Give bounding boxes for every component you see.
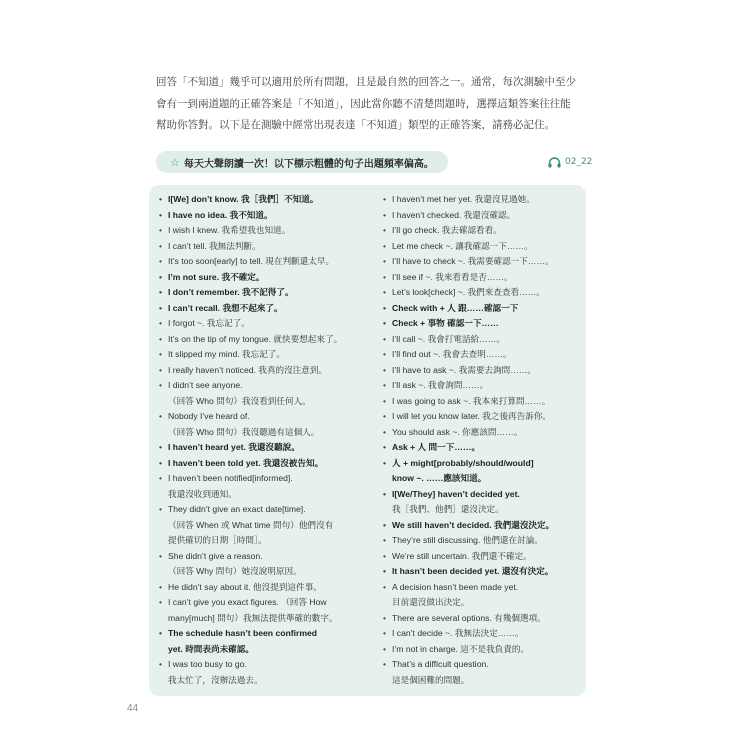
- phrase-text: many[much] 問句）我無法提供準確的數字。: [168, 612, 338, 623]
- phrase-column-left: [159, 192, 374, 688]
- bullet-icon: •: [159, 240, 163, 251]
- phrase-line: [383, 580, 598, 596]
- phrase-text: Let’s look[check] ~. 我們來查查看……。: [392, 287, 545, 297]
- phrase-line: [159, 285, 374, 301]
- phrase-line: [159, 518, 374, 534]
- phrase-text: He didn’t say about it. 他沒提到這件事。: [168, 581, 322, 592]
- phrase-text: Let me check ~. 讓我確認一下……。: [392, 240, 533, 251]
- phrase-card: [149, 185, 586, 696]
- phrase-line: [383, 564, 598, 580]
- phrase-text: The schedule hasn’t been confirmed: [168, 628, 317, 638]
- phrase-line: [159, 642, 374, 658]
- phrase-text: It hasn’t been decided yet. 還沒有決定。: [392, 566, 554, 576]
- bullet-icon: •: [159, 550, 163, 561]
- phrase-line: [159, 440, 374, 456]
- phrase-text: I was going to ask ~. 我本來打算問……。: [392, 395, 551, 406]
- phrase-text: I can’t recall. 我想不起來了。: [168, 302, 283, 313]
- bullet-icon: •: [383, 318, 387, 328]
- phrase-line: [383, 270, 598, 286]
- phrase-text: I haven’t been notified[informed].: [168, 473, 293, 483]
- bullet-icon: •: [383, 364, 387, 375]
- phrase-text: I forgot ~. 我忘記了。: [168, 318, 250, 328]
- phrase-line: [159, 394, 374, 410]
- phrase-text: 提供確切的日期［時間］。: [168, 535, 267, 545]
- phrase-line: [159, 239, 374, 255]
- phrase-line: [383, 657, 598, 673]
- phrase-line: [159, 673, 374, 689]
- phrase-line: [383, 239, 598, 255]
- track-number: 02_22: [565, 157, 593, 167]
- phrase-text: I’ll find out ~. 我會去查明……。: [392, 349, 512, 359]
- phrase-text: We still haven’t decided. 我們還沒決定。: [392, 519, 555, 530]
- bullet-icon: •: [383, 643, 387, 654]
- phrase-text: We’re still uncertain. 我們還不確定。: [392, 550, 532, 561]
- phrase-text: That’s a difficult question.: [392, 659, 489, 669]
- bullet-icon: •: [383, 535, 387, 545]
- phrase-line: [383, 425, 598, 441]
- intro-line: 回答「不知道」幾乎可以適用於所有問題，且是最自然的回答之一。通常，每次測驗中至少: [156, 76, 576, 88]
- phrase-line: [159, 347, 374, 363]
- phrase-line: [159, 487, 374, 503]
- bullet-icon: •: [159, 597, 163, 607]
- phrase-text: A decision hasn’t been made yet.: [392, 581, 519, 592]
- phrase-line: [159, 301, 374, 317]
- bullet-icon: •: [159, 659, 163, 669]
- bullet-icon: •: [159, 209, 163, 220]
- phrase-text: I’ll have to check ~. 我需要確認一下……。: [392, 256, 554, 266]
- bullet-icon: •: [383, 256, 387, 266]
- phrase-text: They’re still discussing. 他們還在討論。: [392, 535, 543, 545]
- bullet-icon: •: [159, 364, 163, 375]
- bullet-icon: •: [159, 256, 163, 266]
- phrase-text: I haven’t met her yet. 我還沒見過她。: [392, 194, 535, 204]
- phrase-line: [159, 626, 374, 642]
- phrase-line: [383, 378, 598, 394]
- bullet-icon: •: [159, 302, 163, 313]
- intro-line: 幫助你答對。以下是在測驗中經常出現表達「不知道」類型的正確答案，請務必記住。: [156, 119, 555, 131]
- phrase-line: [159, 564, 374, 580]
- bullet-icon: •: [383, 194, 387, 204]
- phrase-text: You should ask ~. 你應該問……。: [392, 426, 523, 437]
- phrase-text: I can’t give you exact figures. （回答 How: [168, 597, 327, 607]
- bullet-icon: •: [383, 457, 387, 468]
- phrase-line: [159, 611, 374, 627]
- bullet-icon: •: [383, 209, 387, 220]
- phrase-text: I don’t remember. 我不記得了。: [168, 287, 294, 297]
- bullet-icon: •: [383, 488, 387, 499]
- phrase-line: [159, 332, 374, 348]
- instruction-banner: [156, 151, 448, 173]
- phrase-text: 這是個困難的問題。: [392, 674, 470, 685]
- phrase-line: [159, 502, 374, 518]
- phrase-line: [383, 394, 598, 410]
- phrase-text: （回答 When 或 What time 問句）他們沒有: [168, 519, 334, 530]
- phrase-text: I’m not sure. 我不確定。: [168, 271, 265, 282]
- phrase-line: [159, 316, 374, 332]
- phrase-text: I really haven’t noticed. 我真的沒注意到。: [168, 364, 328, 375]
- bullet-icon: •: [383, 581, 387, 592]
- phrase-text: Check + 事物 確認一下……: [392, 318, 499, 328]
- phrase-line: [383, 549, 598, 565]
- phrase-line: [383, 192, 598, 208]
- phrase-text: I was too busy to go.: [168, 659, 247, 669]
- bullet-icon: •: [159, 581, 163, 592]
- bullet-icon: •: [159, 457, 163, 468]
- audio-track: [548, 154, 592, 170]
- phrase-text: I’ll see if ~. 我來看看是否……。: [392, 271, 513, 282]
- phrase-text: （回答 Who 問句）我沒看到任何人。: [168, 395, 311, 406]
- bullet-icon: •: [159, 349, 163, 359]
- intro-paragraph: [156, 72, 606, 137]
- bullet-icon: •: [383, 442, 387, 452]
- bullet-icon: •: [383, 395, 387, 406]
- phrase-text: Nobody I’ve heard of.: [168, 411, 250, 421]
- phrase-text: yet. 時間表尚未確認。: [168, 643, 254, 654]
- bullet-icon: •: [159, 628, 163, 638]
- phrase-line: [383, 673, 598, 689]
- phrase-text: I didn’t see anyone.: [168, 380, 243, 390]
- bullet-icon: •: [159, 318, 163, 328]
- phrase-text: I wish I knew. 我希望我也知道。: [168, 225, 291, 235]
- bullet-icon: •: [383, 519, 387, 530]
- bullet-icon: •: [383, 550, 387, 561]
- phrase-line: [159, 192, 374, 208]
- phrase-line: [383, 502, 598, 518]
- bullet-icon: •: [159, 194, 163, 204]
- phrase-line: [159, 595, 374, 611]
- phrase-line: [383, 471, 598, 487]
- bullet-icon: •: [383, 426, 387, 437]
- phrase-line: [383, 642, 598, 658]
- phrase-text: I’ll call ~. 我會打電話給……。: [392, 333, 505, 344]
- phrase-text: They didn’t give an exact date[time].: [168, 504, 306, 514]
- bullet-icon: •: [383, 240, 387, 251]
- phrase-line: [383, 409, 598, 425]
- phrase-line: [383, 208, 598, 224]
- phrase-text: I haven’t checked. 我還沒確認。: [392, 209, 516, 220]
- phrase-text: I have no idea. 我不知道。: [168, 209, 273, 220]
- phrase-text: It slipped my mind. 我忘記了。: [168, 349, 285, 359]
- phrase-text: I[We/They] haven’t decided yet.: [392, 488, 520, 499]
- headphones-icon: [548, 157, 561, 168]
- phrase-text: It’s on the tip of my tongue. 就快要想起來了。: [168, 333, 343, 344]
- phrase-text: She didn’t give a reason.: [168, 550, 263, 561]
- phrase-line: [383, 440, 598, 456]
- phrase-text: know ~. ……應該知道。: [392, 473, 487, 483]
- phrase-line: [383, 363, 598, 379]
- bullet-icon: •: [159, 473, 163, 483]
- bullet-icon: •: [159, 271, 163, 282]
- phrase-line: [383, 533, 598, 549]
- phrase-line: [383, 456, 598, 472]
- phrase-text: I can’t decide ~. 我無法決定……。: [392, 628, 524, 638]
- phrase-text: It’s too soon[early] to tell. 現在判斷還太早。: [168, 256, 335, 266]
- phrase-line: [159, 363, 374, 379]
- phrase-line: [383, 626, 598, 642]
- bullet-icon: •: [383, 380, 387, 390]
- phrase-line: [159, 378, 374, 394]
- phrase-line: [159, 580, 374, 596]
- bullet-icon: •: [159, 504, 163, 514]
- phrase-line: [159, 471, 374, 487]
- phrase-line: [383, 254, 598, 270]
- phrase-text: （回答 Who 問句）我沒聽過有這個人。: [168, 426, 320, 437]
- phrase-text: Check with + 人 跟……確認一下: [392, 302, 519, 313]
- phrase-text: Ask + 人 問一下……。: [392, 442, 481, 452]
- phrase-text: I’ll have to ask ~. 我需要去詢問……。: [392, 364, 536, 375]
- phrase-text: There are several options. 有幾個選項。: [392, 612, 546, 623]
- page-number: 44: [127, 703, 139, 714]
- phrase-line: [383, 301, 598, 317]
- phrase-line: [383, 487, 598, 503]
- phrase-line: [159, 533, 374, 549]
- bullet-icon: •: [159, 225, 163, 235]
- phrase-line: [383, 611, 598, 627]
- bullet-icon: •: [383, 225, 387, 235]
- bullet-icon: •: [383, 628, 387, 638]
- phrase-line: [159, 425, 374, 441]
- phrase-line: [383, 332, 598, 348]
- bullet-icon: •: [383, 302, 387, 313]
- phrase-line: [383, 518, 598, 534]
- bullet-icon: •: [383, 659, 387, 669]
- phrase-line: [159, 409, 374, 425]
- bullet-icon: •: [383, 411, 387, 421]
- phrase-text: 我還沒收到通知。: [168, 488, 237, 499]
- phrase-text: I’ll go check. 我去確認看看。: [392, 225, 502, 235]
- phrase-line: [159, 223, 374, 239]
- phrase-text: I’ll ask ~. 我會詢問……。: [392, 380, 489, 390]
- bullet-icon: •: [159, 333, 163, 344]
- phrase-text: I haven’t been told yet. 我還沒被告知。: [168, 457, 324, 468]
- bullet-icon: •: [383, 287, 387, 297]
- phrase-line: [159, 456, 374, 472]
- phrase-line: [159, 208, 374, 224]
- phrase-line: [383, 347, 598, 363]
- phrase-line: [383, 595, 598, 611]
- bullet-icon: •: [383, 271, 387, 282]
- phrase-line: [383, 285, 598, 301]
- phrase-text: I haven’t heard yet. 我還沒聽說。: [168, 442, 300, 452]
- phrase-text: I will let you know later. 我之後再告訴你。: [392, 411, 552, 421]
- bullet-icon: •: [383, 612, 387, 623]
- phrase-text: I can’t tell. 我無法判斷。: [168, 240, 261, 251]
- star-icon: ☆: [170, 155, 180, 169]
- phrase-column-right: [383, 192, 598, 688]
- phrase-line: [159, 270, 374, 286]
- bullet-icon: •: [383, 566, 387, 576]
- phrase-text: （回答 Why 問句）她沒說明原因。: [168, 566, 302, 576]
- bullet-icon: •: [159, 287, 163, 297]
- bullet-icon: •: [159, 442, 163, 452]
- bullet-icon: •: [159, 380, 163, 390]
- phrase-line: [383, 316, 598, 332]
- phrase-line: [383, 223, 598, 239]
- phrase-text: I[We] don’t know. 我［我們］不知道。: [168, 194, 319, 204]
- phrase-line: [159, 657, 374, 673]
- phrase-line: [159, 254, 374, 270]
- bullet-icon: •: [383, 333, 387, 344]
- phrase-text: 我［我們、他們］還沒決定。: [392, 504, 504, 514]
- phrase-text: I’m not in charge. 這不是我負責的。: [392, 643, 530, 654]
- banner-text: 每天大聲朗讀一次！以下標示粗體的句子出題頻率偏高。: [183, 158, 434, 170]
- phrase-text: 我太忙了，沒辦法過去。: [168, 674, 263, 685]
- bullet-icon: •: [383, 349, 387, 359]
- phrase-text: 人 + might[probably/should/would]: [392, 457, 534, 468]
- bullet-icon: •: [159, 411, 163, 421]
- phrase-text: 目前還沒做出決定。: [392, 597, 470, 607]
- phrase-line: [159, 549, 374, 565]
- intro-line: 會有一到兩道題的正確答案是「不知道」，因此當你聽不清楚問題時，選擇這類答案往往能: [156, 97, 571, 110]
